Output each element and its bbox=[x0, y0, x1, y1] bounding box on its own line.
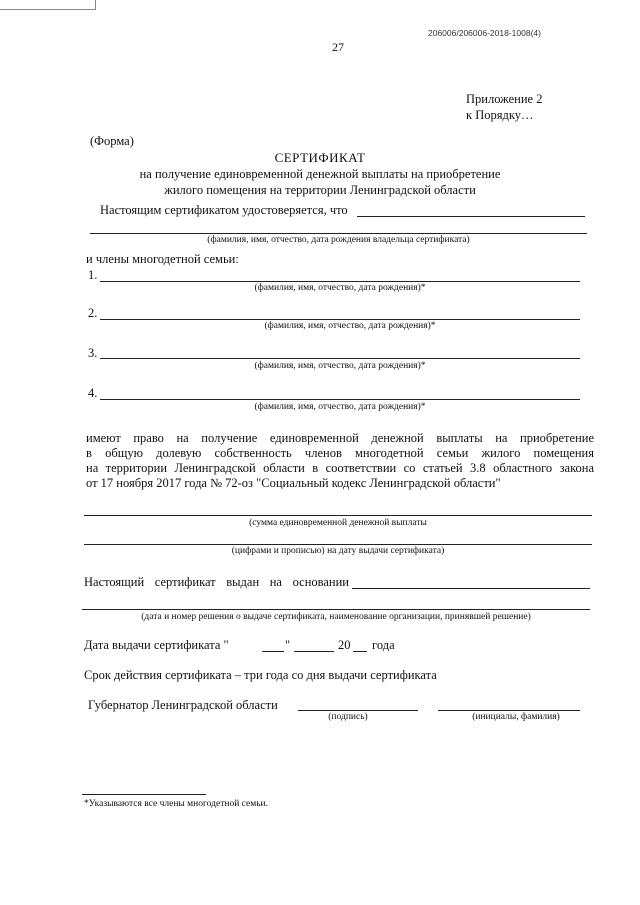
body-line-3: на территории Ленинградской области в соответствии со статьей 3.8 областного закона bbox=[86, 461, 594, 475]
issue-month-line[interactable] bbox=[294, 651, 334, 652]
sum-line-1[interactable] bbox=[84, 515, 592, 516]
owner-caption: (фамилия, имя, отчество, дата рождения владельца сертификата) bbox=[207, 235, 470, 245]
initials-line[interactable] bbox=[438, 710, 580, 711]
decision-caption: (дата и номер решения о выдаче сертификата, наименование организации, принявшей решение) bbox=[141, 612, 531, 622]
footnote: *Указываются все члены многодетной семьи. bbox=[84, 799, 269, 809]
member-caption: (фамилия, имя, отчество, дата рождения)* bbox=[264, 321, 436, 331]
member-number: 4. bbox=[88, 386, 98, 400]
body-line-1: имеют право на получение единовременной денежной выплаты на приобретение bbox=[86, 431, 594, 445]
member-caption: (фамилия, имя, отчество, дата рождения)* bbox=[254, 283, 426, 293]
sum-caption-2: (цифрами и прописью) на дату выдачи сертификата) bbox=[231, 546, 445, 556]
signature-line[interactable] bbox=[298, 710, 418, 711]
owner-line-b[interactable] bbox=[90, 233, 587, 234]
certificate-subtitle-1: на получение единовременной денежной выплаты на приобретение bbox=[139, 167, 501, 181]
sum-caption: (сумма единовременной денежной выплаты bbox=[249, 518, 427, 528]
intro-text: Настоящим сертификатом удостоверяется, что bbox=[100, 203, 348, 217]
member-line[interactable] bbox=[100, 281, 580, 282]
member-caption: (фамилия, имя, отчество, дата рождения)* bbox=[254, 361, 426, 371]
member-line[interactable] bbox=[100, 399, 580, 400]
sum-line-2[interactable] bbox=[84, 544, 592, 545]
initials-caption: (инициалы, фамилия) bbox=[472, 712, 560, 722]
scan-edge-mark bbox=[0, 0, 96, 10]
family-heading: и члены многодетной семьи: bbox=[86, 252, 239, 266]
member-line[interactable] bbox=[100, 319, 580, 320]
issue-date-quote: " bbox=[285, 638, 291, 652]
body-line-2: в общую долевую собственность членов многодетной семьи жилого помещения bbox=[86, 446, 594, 460]
form-label: (Форма) bbox=[90, 134, 134, 148]
footnote-separator bbox=[82, 794, 206, 795]
appendix-line-1: Приложение 2 bbox=[466, 92, 543, 106]
appendix-line-2: к Порядку… bbox=[466, 108, 534, 122]
member-caption: (фамилия, имя, отчество, дата рождения)* bbox=[254, 402, 426, 412]
issued-basis-line[interactable] bbox=[352, 588, 590, 589]
issue-date-label: Дата выдачи сертификата " bbox=[84, 638, 229, 652]
issue-day-line[interactable] bbox=[262, 651, 284, 652]
page-number: 27 bbox=[332, 40, 344, 54]
validity-text: Срок действия сертификата – три года со дня выдачи сертификата bbox=[84, 668, 437, 682]
certificate-subtitle-2: жилого помещения на территории Ленинградской области bbox=[164, 183, 476, 197]
issued-basis-text: Настоящий сертификат выдан на основании bbox=[84, 575, 349, 589]
member-number: 2. bbox=[88, 306, 98, 320]
governor-title: Губернатор Ленинградской области bbox=[88, 698, 278, 712]
document-id: 206006/206006-2018-1008(4) bbox=[428, 28, 541, 38]
member-line[interactable] bbox=[100, 358, 580, 359]
member-number: 3. bbox=[88, 346, 98, 360]
decision-line[interactable] bbox=[82, 609, 590, 610]
owner-line-a[interactable] bbox=[357, 216, 585, 217]
issue-year-prefix: 20 bbox=[338, 638, 351, 652]
issue-year-suffix: года bbox=[372, 638, 395, 652]
certificate-title: СЕРТИФИКАТ bbox=[274, 150, 366, 165]
signature-caption: (подпись) bbox=[328, 712, 368, 722]
member-number: 1. bbox=[88, 268, 98, 282]
body-line-4: от 17 ноября 2017 года № 72-оз "Социальный кодекс Ленинградской области" bbox=[86, 476, 501, 490]
issue-year-line[interactable] bbox=[353, 651, 367, 652]
